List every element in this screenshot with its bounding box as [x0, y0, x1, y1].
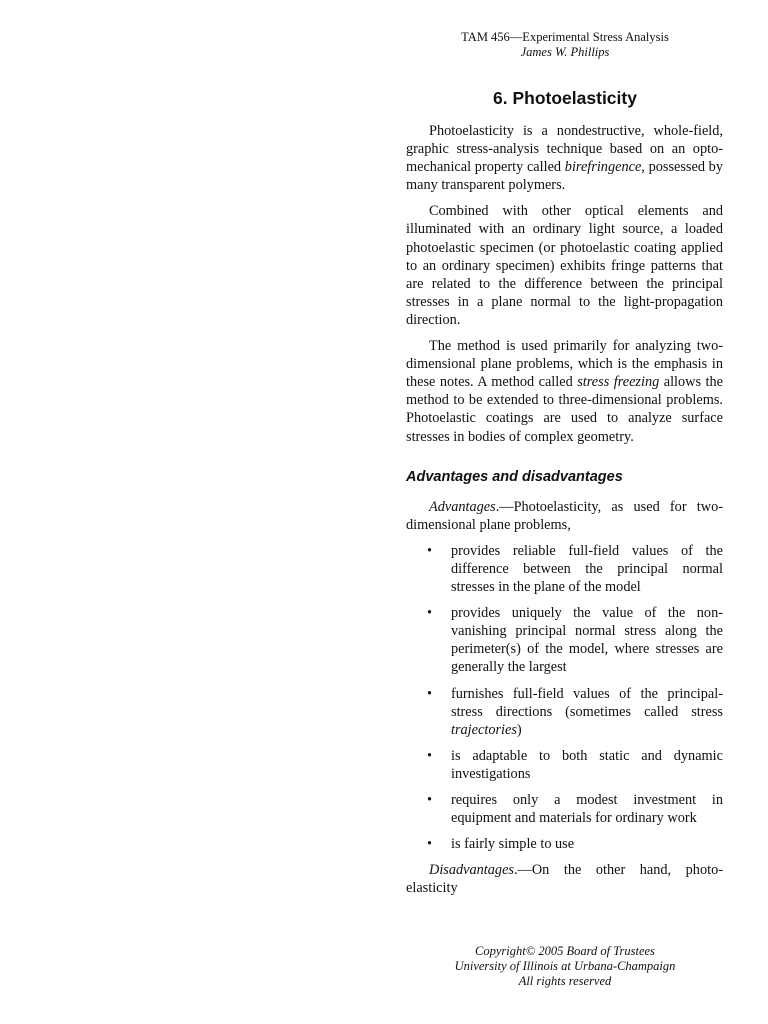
paragraph-text: allows the method to be extended to three-dimensional problems. Photoelastic coatings are used to analyze surface stresses in bodies of complex geometry. [406, 374, 723, 445]
advantages-list [406, 542, 723, 853]
paragraph-method [406, 337, 723, 446]
rights-line: All rights reserved [518, 974, 612, 988]
list-item [406, 747, 723, 783]
paragraph-intro [406, 122, 723, 194]
list-item-text: furnishes full-field values of the principal-stress directions (sometimes called stress [451, 685, 723, 720]
paragraph-text: .—Photoelasticity, as used for two-dimensional plane problems, [406, 498, 723, 533]
list-item [406, 604, 723, 676]
disadvantages-intro [406, 861, 723, 897]
bullet-icon: • [427, 542, 433, 559]
list-item-text: ) [516, 721, 522, 738]
list-item-text: is fairly simple to use [451, 836, 575, 853]
paragraph-text: Photoelasticity is a nondestructive, whole-field, graphic stress-analysis technique based on an opto-mechanical property called [406, 123, 723, 176]
copyright-line: Copyright© 2005 Board of Trustees [475, 944, 655, 958]
paragraph-optical: Combined with other optical elements and illuminated with an ordinary light source, a loaded photoelastic specimen (or photoelastic coating applied to an ordinary specimen) exhibits fringe patterns that are related to the difference between the principal stresses in a plane normal to the light-propagation direction. [406, 203, 723, 328]
list-item-text: requires only a modest investment in equipment and materials for ordinary work [451, 792, 723, 827]
list-item [406, 791, 723, 827]
emphasis-term: birefringence [564, 159, 642, 176]
advantages-label: Advantages [429, 498, 496, 515]
list-item [406, 685, 723, 739]
chapter-title: 6. Photoelasticity [493, 88, 637, 108]
author-name: James W. Phillips [520, 45, 610, 59]
bullet-icon: • [427, 792, 433, 808]
list-item [406, 542, 723, 596]
list-item-text: provides uniquely the value of the non-vanishing principal normal stress along the perimeter(s) of the model, where stresses are generally the largest [451, 605, 723, 676]
page-header [406, 30, 724, 60]
paragraph-text: .—On the other hand, photo-elasticity [406, 862, 723, 897]
list-item-text: provides reliable full-field values of the difference between the principal normal stresses in the plane of the model [451, 542, 723, 596]
advantages-intro [406, 498, 723, 534]
list-item [406, 835, 723, 853]
emphasis-term: stress freezing [577, 374, 660, 391]
main-content [406, 122, 723, 897]
bullet-icon: • [427, 836, 433, 853]
bullet-icon: • [427, 605, 433, 622]
bullet-icon: • [427, 747, 433, 764]
emphasis-term: trajectories [451, 721, 517, 738]
section-heading: Advantages and disadvantages [406, 468, 623, 485]
paragraph-text: The method is used primarily for analyzing two-dimensional plane problems, which is the emphasis in these notes. A method called [406, 338, 723, 391]
institution-line: University of Illinois at Urbana-Champaign [454, 959, 676, 973]
course-title: TAM 456—Experimental Stress Analysis [461, 30, 669, 44]
page-footer [406, 944, 724, 989]
disadvantages-label: Disadvantages [429, 862, 514, 879]
list-item-text: is adaptable to both static and dynamic investigations [451, 747, 723, 782]
bullet-icon: • [427, 685, 433, 702]
paragraph-text: , possessed by many transparent polymers. [406, 159, 723, 194]
